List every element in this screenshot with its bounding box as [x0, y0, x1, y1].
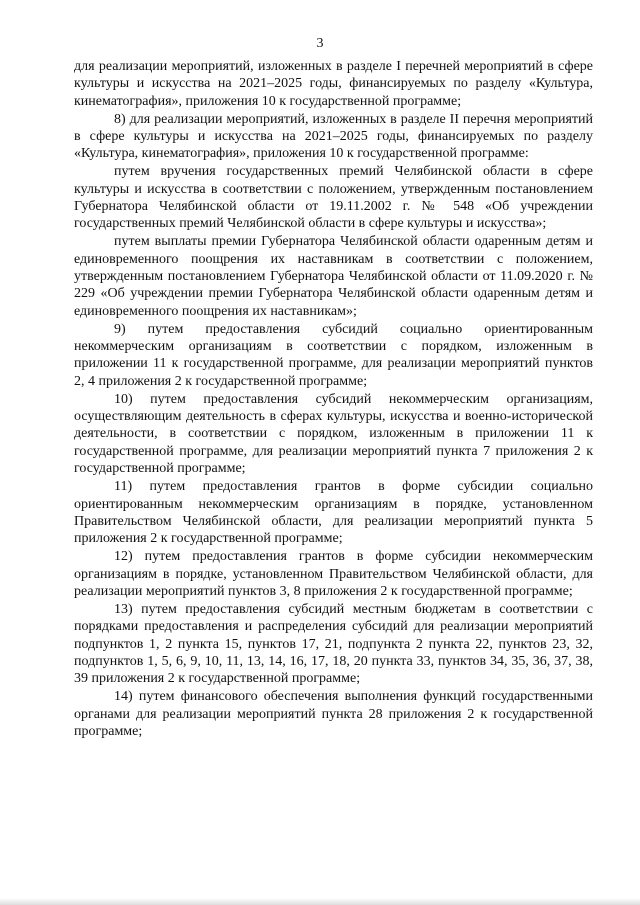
paragraph-item-11: 11) путем предоставления грантов в форме субсидии социально ориентированным некоммерческим организациям в порядке, установленном Правительством Челябинской области, для реализации мероприятий пункта 5 приложения 2 к государственной программе; — [74, 479, 593, 547]
paragraph-item-9: 9) путем предоставления субсидий социально ориентированным некоммерческим организациям в соответствии с порядком, изложенным в приложении 11 к государственной программе, для реализации мероприятий пунктов 2, 4 приложения 2 к государственной программе; — [74, 321, 593, 389]
paragraph-continuation: для реализации мероприятий, изложенных в разделе I перечней мероприятий в сфере культуры и искусства на 2021–2025 годы, финансируемых по разделу «Культура, кинематография», приложения 10 к государственной программе; — [74, 59, 593, 109]
page-number: 3 — [316, 36, 324, 51]
paragraph-item-10: 10) путем предоставления субсидий некоммерческим организациям, осуществляющим деятельность в сферах культуры, искусства и военно-исторической деятельности, в соответствии с порядком, изложенным в приложении 11 к государственной программе, для реализации мероприятий пункта 7 приложения 2 к государственной программе; — [74, 391, 593, 477]
document-body — [74, 58, 593, 740]
paragraph-item-8: 8) для реализации мероприятий, изложенных в разделе II перечня мероприятий в сфере культуры и искусства на 2021–2025 годы, финансируемых по разделу «Культура, кинематография», приложения 10 к государственной программе: — [74, 111, 593, 162]
paragraph-item-14: 14) путем финансового обеспечения выполнения функций государственными органами для реализации мероприятий пункта 28 приложения 2 к государственной программе; — [74, 689, 593, 739]
paragraph-state-prizes: путем вручения государственных премий Челябинской области в сфере культуры и искусства в соответствии с положением, утвержденным постановлением Губернатора Челябинской области от 19.11.2002 г. № 548 «Об учреждении государственных премий Челябинской области в сфере культуры и искусства»; — [74, 164, 593, 232]
paragraph-governor-prize: путем выплаты премии Губернатора Челябинской области одаренным детям и единовременного поощрения их наставникам в соответствии с положением, утвержденным постановлением Губернатора Челябинской области от 11.09.2020 г. № 229 «Об учреждении премии Губернатора Челябинской области одаренным детям и единовременного поощрения их наставникам»; — [74, 234, 593, 319]
paragraph-item-12: 12) путем предоставления грантов в форме субсидии некоммерческим организациям в порядке, установленном Правительством Челябинской области, для реализации мероприятий пунктов 3, 8 приложения 2 к государственной программе; — [74, 549, 593, 599]
paragraph-item-13: 13) путем предоставления субсидий местным бюджетам в соответствии с порядками предоставления и распределения субсидий для реализации мероприятий подпунктов 1, 2 пункта 15, пунктов 17, 21, подпункта 2 пункта 22, пунктов 23, 32, подпунктов 1, 5, 6, 9, 10, 11, 13, 14, 16, 17, 18, 20 пункта 33, пунктов 34, 35, 36, 37, 38, 39 приложения 2 к государственной программе; — [74, 601, 593, 687]
scan-bottom-edge — [0, 898, 640, 905]
